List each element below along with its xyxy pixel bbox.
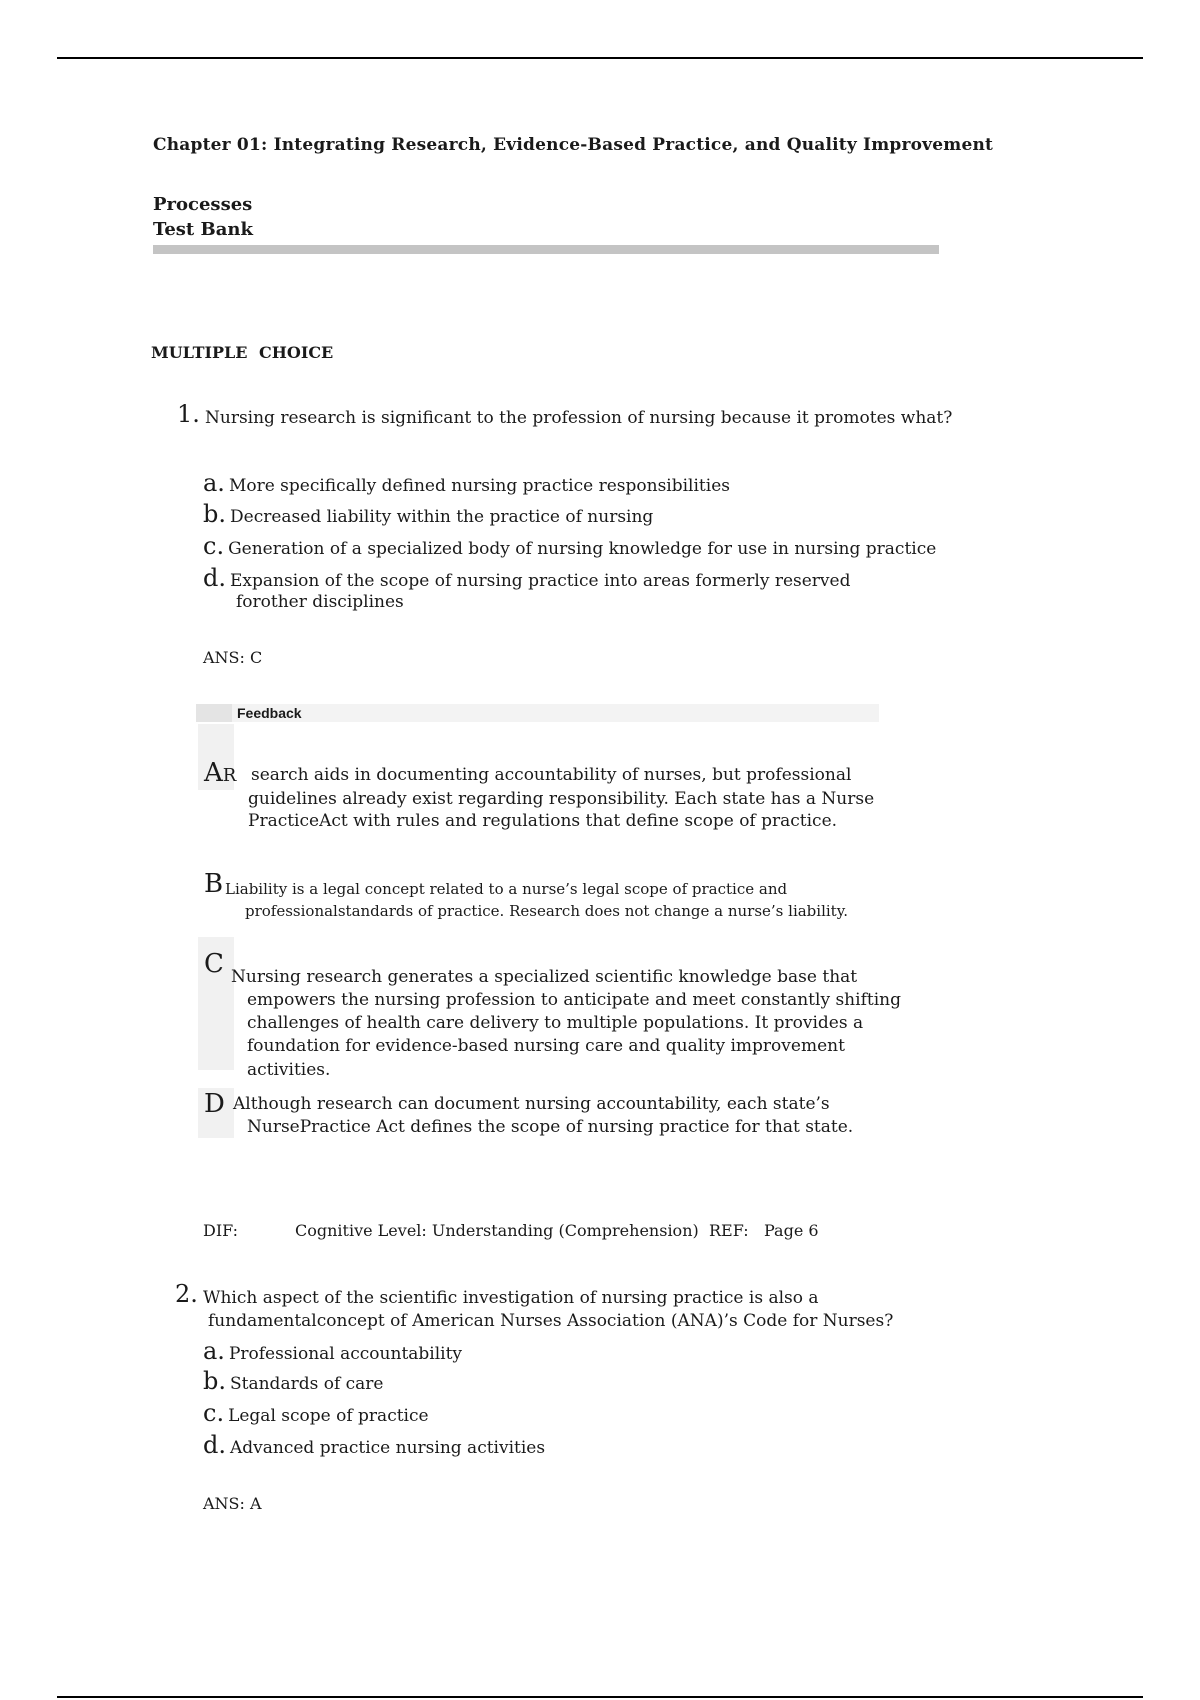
option-letter: d.	[203, 1431, 226, 1459]
option-d	[203, 564, 850, 592]
answer: ANS: C	[203, 648, 263, 667]
dif-label: DIF:	[203, 1221, 239, 1240]
option-text: Expansion of the scope of nursing practice into areas formerly reserved	[230, 571, 851, 591]
feedback-line: foundation for evidence-based nursing care and quality improvement	[247, 1036, 845, 1056]
feedback-letter-c: C	[204, 949, 224, 979]
feedback-line: Although research can document nursing accountability, each state’s	[233, 1094, 830, 1114]
feedback-letter-d: D	[204, 1089, 225, 1119]
feedback-line: Nursing research generates a specialized scientific knowledge base that	[231, 967, 858, 987]
subtitle-processes: Processes	[153, 194, 253, 215]
option-a	[203, 469, 730, 497]
feedback-line: NursePractice Act defines the scope of nursing practice for that state.	[247, 1117, 854, 1137]
option-text: Standards of care	[230, 1374, 384, 1394]
feedback-label: Feedback	[237, 705, 302, 721]
option-letter: a.	[203, 1337, 225, 1365]
ref-value: Page 6	[764, 1221, 819, 1240]
option-text: Generation of a specialized body of nursing knowledge for use in nursing practice	[228, 539, 937, 559]
option-letter: d.	[203, 564, 226, 592]
feedback-lead: R	[222, 765, 237, 786]
question-number: 1.	[177, 400, 200, 428]
question-text: Which aspect of the scientific investigation of nursing practice is also a	[203, 1288, 819, 1308]
option-letter: b.	[203, 1367, 226, 1395]
feedback-line: activities.	[247, 1060, 331, 1080]
feedback-line: challenges of health care delivery to multiple populations. It provides a	[247, 1013, 864, 1033]
feedback-line: guidelines already exist regarding responsibility. Each state has a Nurse	[248, 789, 875, 809]
option-text: More specifically defined nursing practice responsibilities	[228, 476, 730, 496]
feedback-letter-a	[204, 758, 236, 788]
bottom-rule	[57, 1696, 1143, 1698]
feedback-letter: A	[204, 758, 223, 788]
answer: ANS: A	[203, 1494, 262, 1513]
feedback-line: Liability is a legal concept related to a nurse’s legal scope of practice and	[225, 880, 788, 898]
question-number: 2.	[175, 1280, 198, 1308]
option-c	[203, 1399, 429, 1427]
feedback-line: PracticeAct with rules and regulations that define scope of practice.	[248, 811, 838, 831]
option-b	[203, 500, 653, 528]
feedback-line: search aids in documenting accountability of nurses, but professional	[251, 765, 852, 785]
ref-label: REF:	[709, 1221, 749, 1240]
option-a	[203, 1337, 462, 1365]
subtitle-test-bank: Test Bank	[153, 219, 253, 240]
option-text: Decreased liability within the practice of nursing	[230, 507, 654, 527]
section-heading: MULTIPLE CHOICE	[151, 343, 334, 362]
option-letter: b.	[203, 500, 226, 528]
question-text: fundamentalconcept of American Nurses Association (ANA)’s Code for Nurses?	[208, 1311, 894, 1331]
option-letter: c.	[203, 1399, 225, 1427]
question-text: Nursing research is significant to the profession of nursing because it promotes what?	[205, 408, 953, 428]
feedback-line: professionalstandards of practice. Research does not change a nurse’s liability.	[245, 902, 848, 920]
feedback-line: empowers the nursing profession to anticipate and meet constantly shifting	[247, 990, 901, 1010]
dif-value: Cognitive Level: Understanding (Comprehension)	[295, 1221, 699, 1240]
option-text: Legal scope of practice	[228, 1406, 429, 1426]
option-d	[203, 1431, 545, 1459]
option-c	[203, 532, 936, 560]
option-b	[203, 1367, 384, 1395]
chapter-title: Chapter 01: Integrating Research, Evidence-Based Practice, and Quality Improvement	[153, 135, 994, 155]
option-letter: c.	[203, 532, 225, 560]
option-letter: a.	[203, 469, 225, 497]
option-text: Professional accountability	[228, 1344, 463, 1364]
feedback-bar-cell	[196, 704, 232, 722]
option-d-continuation: forother disciplines	[236, 592, 404, 612]
option-text: Advanced practice nursing activities	[230, 1438, 546, 1458]
title-divider	[153, 245, 939, 254]
top-rule	[57, 57, 1143, 59]
feedback-letter-b: B	[204, 869, 224, 899]
